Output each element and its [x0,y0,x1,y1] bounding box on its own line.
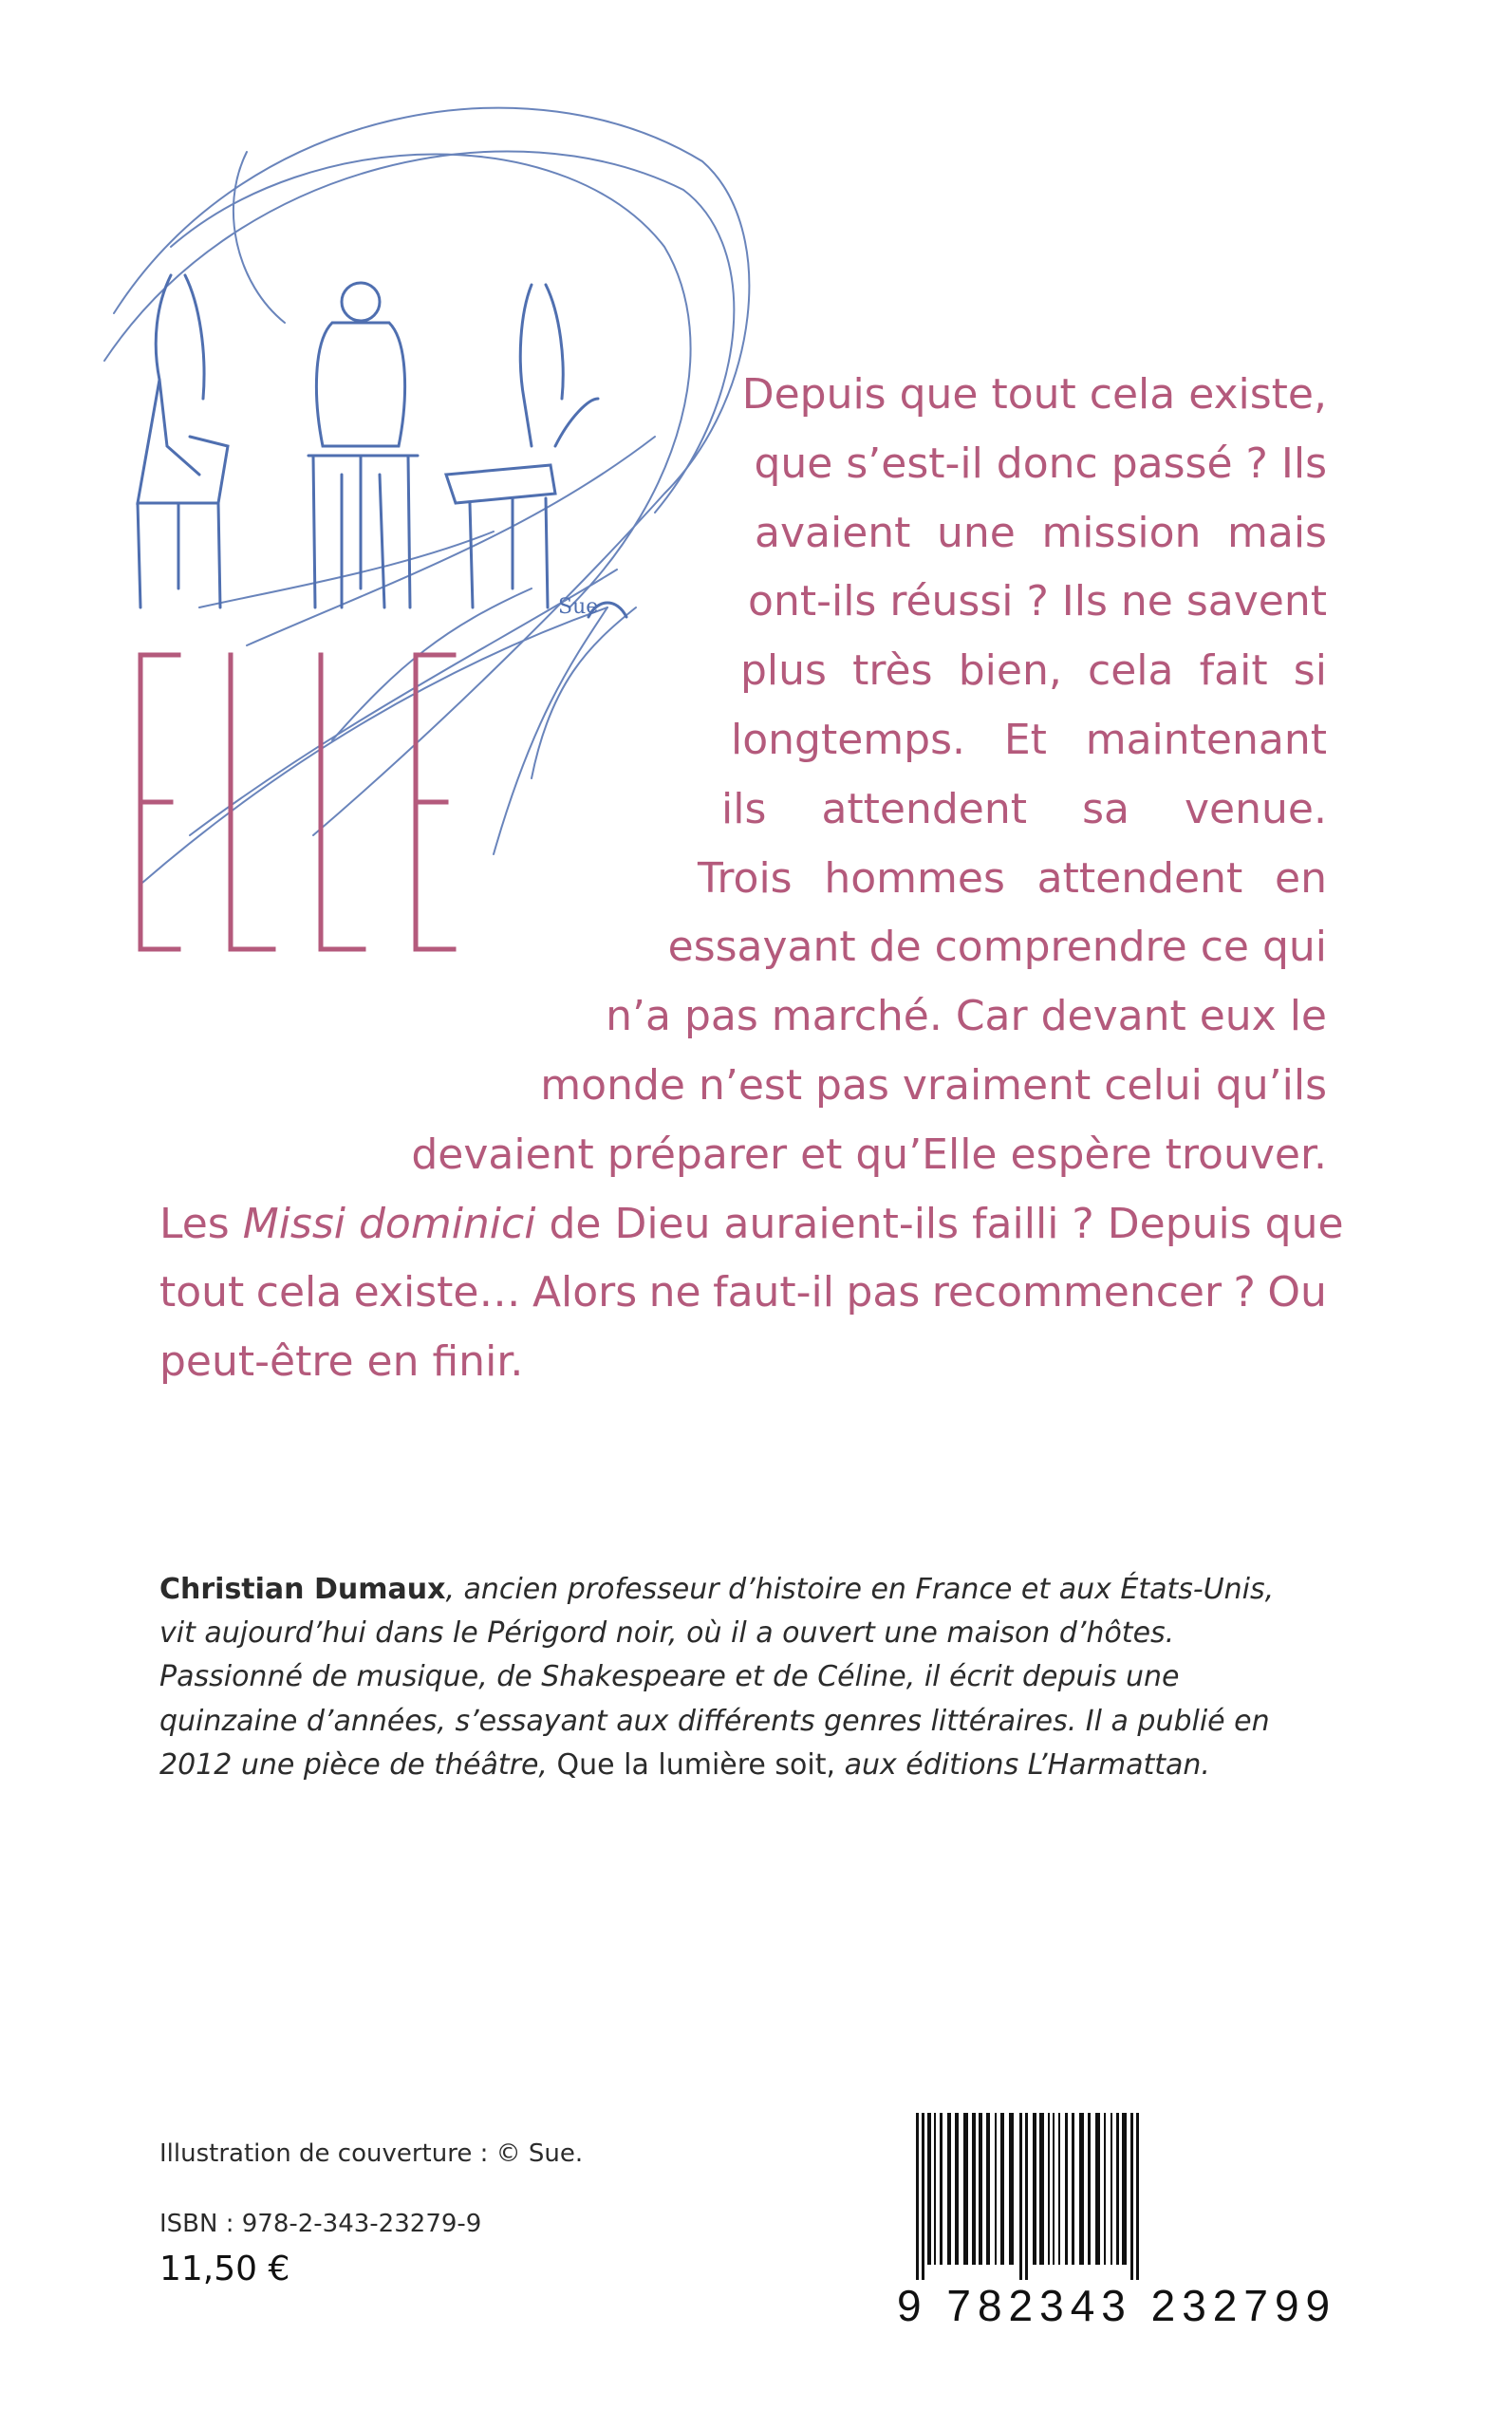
blurb-line: Trois hommes attendent en [698,853,1327,903]
author-name: Christian Dumaux [159,1573,446,1606]
barcode-icon [897,2113,1315,2280]
barcode-bar [1058,2113,1060,2265]
bio-line: Passionné de musique, de Shakespeare et de Céline, il écrit depuis une [159,1660,1180,1694]
barcode-bar [1053,2113,1055,2265]
blurb-line: que s’est-il donc passé ? Ils [754,439,1327,488]
blurb-line: n’a pas marché. Car devant eux le [606,992,1327,1041]
barcode-digits: 9 782343 232799 [897,2281,1337,2330]
illustration-credit: Illustration de couverture : © Sue. [159,2139,584,2168]
barcode-bar [934,2113,936,2265]
barcode-bar [947,2113,951,2265]
blurb-line: devaient préparer et qu’Elle espère trouver. [411,1130,1327,1179]
author-bio [159,1568,1327,1787]
price: 11,50 € [159,2250,290,2288]
barcode-bar [1130,2113,1133,2280]
blurb-line: monde n’est pas vraiment celui qu’ils [540,1060,1327,1110]
isbn: ISBN : 978-2-343-23279-9 [159,2210,482,2238]
barcode-bar [1104,2113,1106,2265]
barcode-bar [979,2113,982,2265]
barcode-bar [1079,2113,1084,2265]
barcode-bar [940,2113,943,2265]
barcode-bar [972,2113,976,2265]
barcode-bar [916,2113,919,2280]
barcode-bar [1136,2113,1139,2280]
barcode-bar [955,2113,959,2265]
blurb-line: longtemps. Et maintenant [731,715,1327,764]
barcode-bar [1039,2113,1044,2265]
barcode-bar [986,2113,990,2265]
blurb-line: plus très bien, cela fait si [740,646,1327,696]
barcode-bar [1048,2113,1050,2265]
blurb-line: essayant de comprendre ce qui [667,923,1327,972]
barcode-bar [1009,2113,1014,2265]
barcode-bar [1065,2113,1068,2265]
blurb-line: ils attendent sa venue. [721,784,1327,833]
illustration-signature: Sue [558,595,599,619]
barcode-bar [1111,2113,1112,2265]
barcode-bar [1000,2113,1004,2265]
barcode-bar [1019,2113,1022,2280]
bio-line: quinzaine d’années, s’essayant aux différents genres littéraires. Il a publié en [159,1704,1270,1738]
barcode-bar [1033,2113,1036,2265]
blurb-line: tout cela existe… Alors ne faut-il pas recommencer ? Ou [159,1268,1327,1317]
barcode-bar [922,2113,924,2280]
barcode-bar [1025,2113,1028,2280]
blurb-line: avaient une mission mais [755,508,1327,557]
bio-line: Christian Dumaux, ancien professeur d’histoire en France et aux États-Unis, [159,1573,1275,1606]
barcode-bar [963,2113,968,2265]
barcode-bar [1095,2113,1100,2265]
barcode-bar [1122,2113,1127,2265]
blurb-line: Les Missi dominici de Dieu auraient-ils failli ? Depuis que [159,1199,1344,1248]
barcode-bar [1072,2113,1074,2265]
back-cover-blurb [159,361,1344,1397]
blurb-line: peut-être en finir. [159,1337,524,1387]
barcode-bar [927,2113,931,2265]
barcode-bar [1116,2113,1119,2265]
blurb-line: ont-ils réussi ? Ils ne savent [748,577,1327,626]
barcode [897,2113,1337,2331]
bio-line: 2012 une pièce de théâtre, Que la lumière soit, aux éditions L’Harmattan. [159,1747,1210,1782]
latin-phrase: Missi dominici [242,1199,536,1248]
blurb-line: Depuis que tout cela existe, [741,370,1327,419]
bio-line: vit aujourd’hui dans le Périgord noir, où il a ouvert une maison d’hôtes. [159,1616,1175,1651]
barcode-bar [1088,2113,1091,2265]
play-title: Que la lumière soit, [547,1747,836,1782]
barcode-bar [995,2113,997,2265]
